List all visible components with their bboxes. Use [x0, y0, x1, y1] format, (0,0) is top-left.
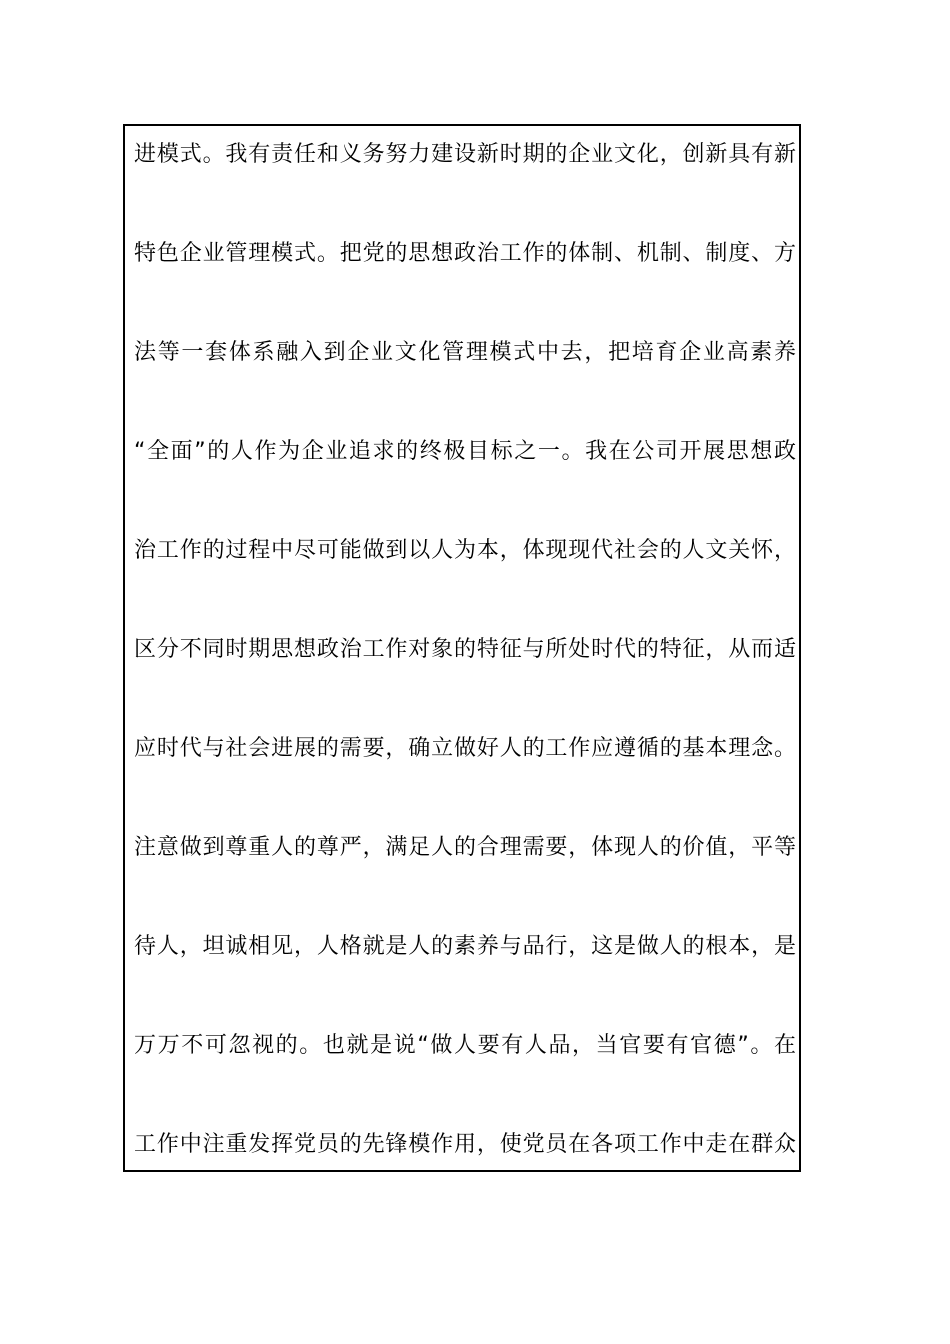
text-line: 法等一套体系融入到企业文化管理模式中去，把培育企业高素养 — [134, 340, 796, 365]
text-line: 治工作的过程中尽可能做到以人为本，体现现代社会的人文关怀， — [134, 538, 796, 563]
text-line: 万万不可忽视的。也就是说“做人要有人品，当官要有官德”。在 — [134, 1033, 796, 1058]
text-line: 区分不同时期思想政治工作对象的特征与所处时代的特征，从而适 — [134, 637, 796, 662]
text-line: 进模式。我有责任和义务努力建设新时期的企业文化，创新具有新 — [134, 142, 796, 167]
text-line: 注意做到尊重人的尊严，满足人的合理需要，体现人的价值，平等 — [134, 835, 796, 860]
text-line: “全面”的人作为企业追求的终极目标之一。我在公司开展思想政 — [134, 439, 796, 464]
text-line: 特色企业管理模式。把党的思想政治工作的体制、机制、制度、方 — [134, 241, 796, 266]
bordered-text-box — [123, 124, 801, 1172]
text-line: 工作中注重发挥党员的先锋模作用，使党员在各项工作中走在群众 — [134, 1132, 796, 1157]
text-line: 应时代与社会进展的需要，确立做好人的工作应遵循的基本理念。 — [134, 736, 796, 761]
text-line: 待人，坦诚相见，人格就是人的素养与品行，这是做人的根本，是 — [134, 934, 796, 959]
